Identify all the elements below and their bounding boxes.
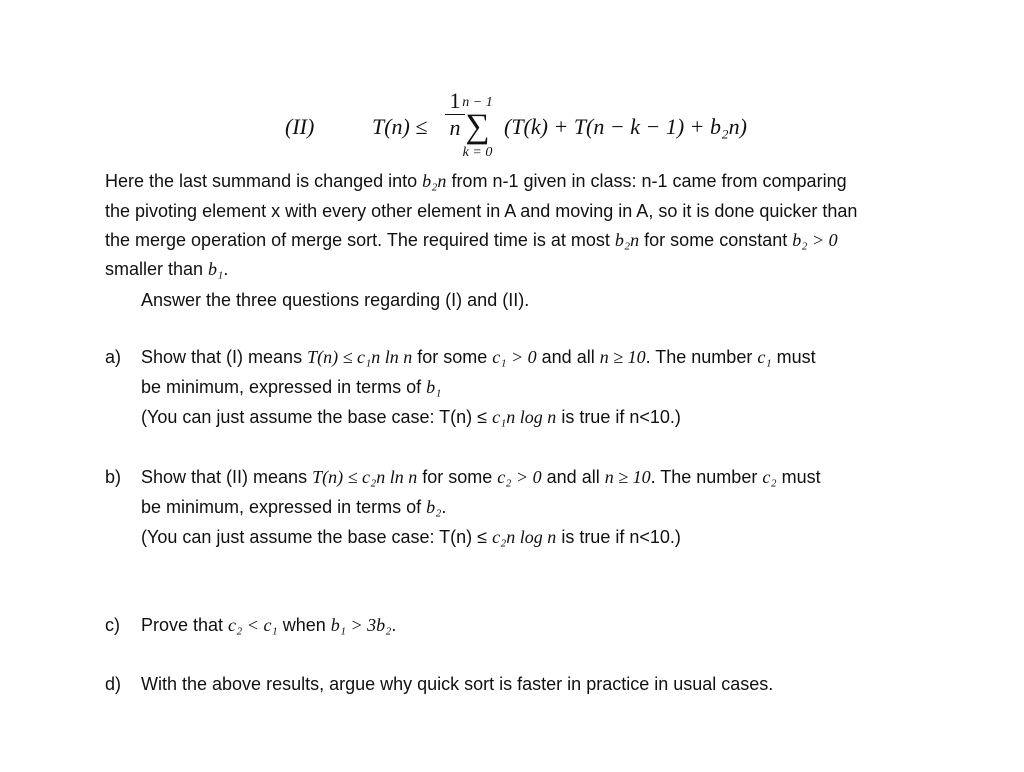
math-b1-gt-3b2: b₁ > 3b₂	[330, 615, 392, 635]
question-a-line-3	[141, 406, 681, 428]
math-c1nlogn: c₁n log n	[492, 407, 557, 427]
text: must	[776, 467, 821, 487]
text: when	[277, 615, 331, 635]
text: is true if n<10.)	[556, 527, 681, 547]
math-b2-positive: b₂ > 0	[792, 230, 838, 250]
text: .	[223, 259, 229, 279]
fraction-denominator: n	[449, 115, 461, 140]
text: must	[771, 347, 816, 367]
formula-ii	[0, 80, 1024, 170]
text: smaller than	[105, 259, 209, 279]
math-b2n: b₂n	[614, 230, 640, 250]
text: (You can just assume the base case: T(n) ≤	[141, 407, 493, 427]
question-a-line-2	[141, 376, 441, 398]
math-c1: c₁	[757, 347, 772, 367]
text: from n-1 given in class: n-1 came from comparing	[446, 171, 847, 191]
question-d-line-1: With the above results, argue why quick sort is faster in practice in usual cases.	[141, 674, 774, 694]
math-c2-positive: c₂ > 0	[497, 467, 542, 487]
formula-lhs: T(n) ≤	[372, 114, 428, 139]
summation	[455, 96, 500, 160]
paragraph-line-5: Answer the three questions regarding (I) and (II).	[141, 290, 530, 310]
math-b1: b₁	[426, 377, 442, 397]
text: the merge operation of merge sort. The required time is at most	[105, 230, 615, 250]
text: for some constant	[639, 230, 793, 250]
formula-rhs: (T(k) + T(n − k − 1) + b₂n)	[504, 114, 747, 139]
math-bound: T(n) ≤ c₂n ln n	[312, 467, 418, 487]
text: .	[391, 615, 397, 635]
text: is true if n<10.)	[556, 407, 681, 427]
sum-lower-limit: k = 0	[462, 145, 493, 160]
text: . The number	[650, 467, 763, 487]
math-c1-positive: c₁ > 0	[492, 347, 537, 367]
question-b-line-3	[141, 526, 681, 548]
math-c2nlogn: c₂n log n	[492, 527, 557, 547]
question-a-marker: a)	[105, 347, 122, 367]
text: .	[441, 497, 447, 517]
paragraph-line-2: the pivoting element x with every other element in A and moving in A, so it is done quicker than	[105, 201, 858, 221]
math-n-ge-10: n ≥ 10	[599, 347, 646, 367]
text: be minimum, expressed in terms of	[141, 377, 427, 397]
math-b2n: b₂n	[422, 171, 447, 191]
text: and all	[536, 347, 600, 367]
question-d-marker: d)	[105, 674, 122, 694]
text: be minimum, expressed in terms of	[141, 497, 427, 517]
sigma-symbol: ∑	[465, 108, 490, 145]
fraction-numerator: 1	[449, 88, 461, 113]
question-b-marker: b)	[105, 467, 122, 487]
math-bound: T(n) ≤ c₁n ln n	[307, 347, 413, 367]
text: Prove that	[141, 615, 229, 635]
math-c2: c₂	[762, 467, 777, 487]
paragraph-line-4	[105, 258, 228, 280]
paragraph-line-1	[105, 170, 847, 192]
text: (You can just assume the base case: T(n) ≤	[141, 527, 493, 547]
text: for some	[417, 467, 498, 487]
question-b-line-1	[141, 466, 821, 488]
question-c-marker: c)	[105, 615, 120, 635]
math-b1: b₁	[208, 259, 224, 279]
question-a-line-1	[141, 346, 816, 368]
text: for some	[412, 347, 493, 367]
math-b2: b₂	[426, 497, 442, 517]
sum-upper-limit: n − 1	[462, 95, 493, 110]
paragraph-line-3	[105, 229, 838, 251]
question-c-line-1	[141, 614, 396, 636]
text: Here the last summand is changed into	[105, 171, 423, 191]
text: . The number	[645, 347, 758, 367]
question-b-line-2	[141, 496, 446, 518]
math-c2-lt-c1: c₂ < c₁	[228, 615, 278, 635]
text: and all	[541, 467, 605, 487]
text: Show that (I) means	[141, 347, 308, 367]
formula-label: (II)	[285, 114, 315, 139]
text: Show that (II) means	[141, 467, 313, 487]
math-n-ge-10: n ≥ 10	[604, 467, 651, 487]
